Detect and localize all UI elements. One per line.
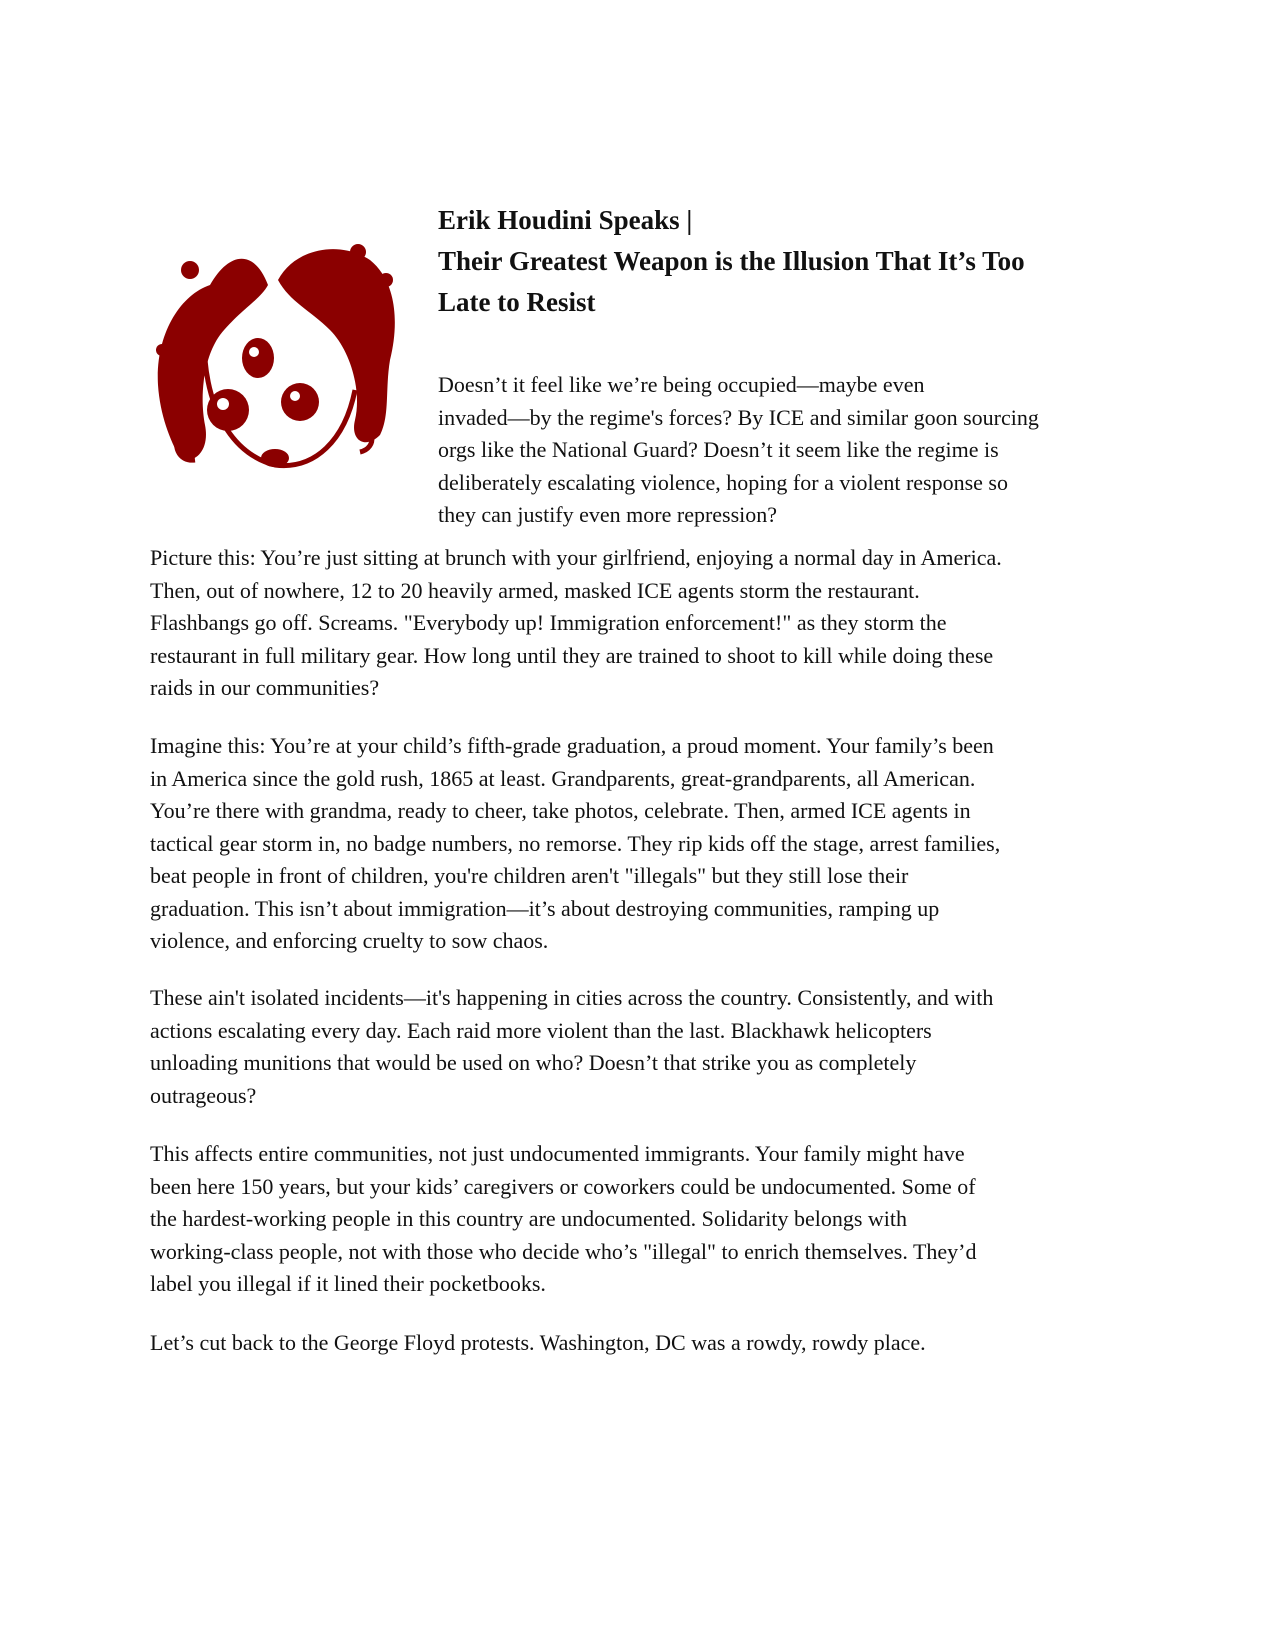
text-line: tactical gear storm in, no badge numbers, no remorse. They rip kids off the stage, arrest families, bbox=[150, 830, 1001, 856]
text-line: graduation. This isn’t about immigration—it’s about destroying communities, ramping up bbox=[150, 895, 940, 921]
paragraph-graduation bbox=[150, 730, 1140, 958]
article-title bbox=[438, 200, 1138, 323]
text-line: beat people in front of children, you're children aren't "illegals" but they still lose their bbox=[150, 863, 909, 888]
text-line: in America since the gold rush, 1865 at least. Grandparents, great-grandparents, all American. bbox=[150, 765, 976, 791]
text-line: working-class people, not with those who decide who’s "illegal" to enrich themselves. They’d bbox=[150, 1238, 977, 1264]
text-line: deliberately escalating violence, hoping for a violent response so bbox=[438, 469, 1008, 495]
paragraph-brunch-raid bbox=[150, 542, 1140, 705]
title-line: Late to Resist bbox=[438, 287, 596, 317]
intro-paragraph bbox=[438, 369, 1128, 532]
paragraph-escalation bbox=[150, 982, 1140, 1112]
text-line: actions escalating every day. Each raid more violent than the last. Blackhawk helicopters bbox=[150, 1017, 932, 1043]
title-line: Their Greatest Weapon is the Illusion That It’s Too bbox=[438, 246, 1025, 276]
text-line: been here 150 years, but your kids’ caregivers or coworkers could be undocumented. Some of bbox=[150, 1173, 976, 1199]
text-line: the hardest-working people in this country are undocumented. Solidarity belongs with bbox=[150, 1206, 908, 1231]
text-line: raids in our communities? bbox=[150, 675, 380, 700]
text-line: These ain't isolated incidents—it's happening in cities across the country. Consistently, and with bbox=[150, 985, 994, 1010]
text-line: violence, and enforcing cruelty to sow chaos. bbox=[150, 928, 549, 953]
text-line: Then, out of nowhere, 12 to 20 heavily armed, masked ICE agents storm the restaurant. bbox=[150, 577, 920, 603]
text-line: they can justify even more repression? bbox=[438, 502, 778, 527]
text-line: restaurant in full military gear. How long until they are trained to shoot to kill while doing these bbox=[150, 642, 994, 668]
text-line: Picture this: You’re just sitting at brunch with your girlfriend, enjoying a normal day in America. bbox=[150, 545, 1002, 570]
paragraph-george-floyd bbox=[150, 1327, 1140, 1360]
text-line: Doesn’t it feel like we’re being occupied—maybe even bbox=[438, 372, 925, 397]
text-line: This affects entire communities, not just undocumented immigrants. Your family might have bbox=[150, 1141, 965, 1166]
text-line: unloading munitions that would be used on who? Doesn’t that strike you as completely bbox=[150, 1050, 917, 1075]
text-line: Imagine this: You’re at your child’s fifth-grade graduation, a proud moment. Your family’s been bbox=[150, 733, 994, 758]
text-line: orgs like the National Guard? Doesn’t it seem like the regime is bbox=[438, 437, 999, 462]
text-line: You’re there with grandma, ready to cheer, take photos, celebrate. Then, armed ICE agents in bbox=[150, 798, 971, 823]
cartoon-face-logo bbox=[150, 240, 400, 490]
text-line: label you illegal if it lined their pocketbooks. bbox=[150, 1271, 546, 1296]
paragraph-communities bbox=[150, 1138, 1140, 1301]
text-line: Let’s cut back to the George Floyd protests. Washington, DC was a rowdy, rowdy place. bbox=[150, 1330, 926, 1355]
text-line: invaded—by the regime's forces? By ICE and similar goon sourcing bbox=[438, 404, 1039, 430]
text-line: outrageous? bbox=[150, 1082, 257, 1108]
text-line: Flashbangs go off. Screams. "Everybody up! Immigration enforcement!" as they storm the bbox=[150, 610, 947, 635]
title-line: Erik Houdini Speaks | bbox=[438, 205, 693, 235]
